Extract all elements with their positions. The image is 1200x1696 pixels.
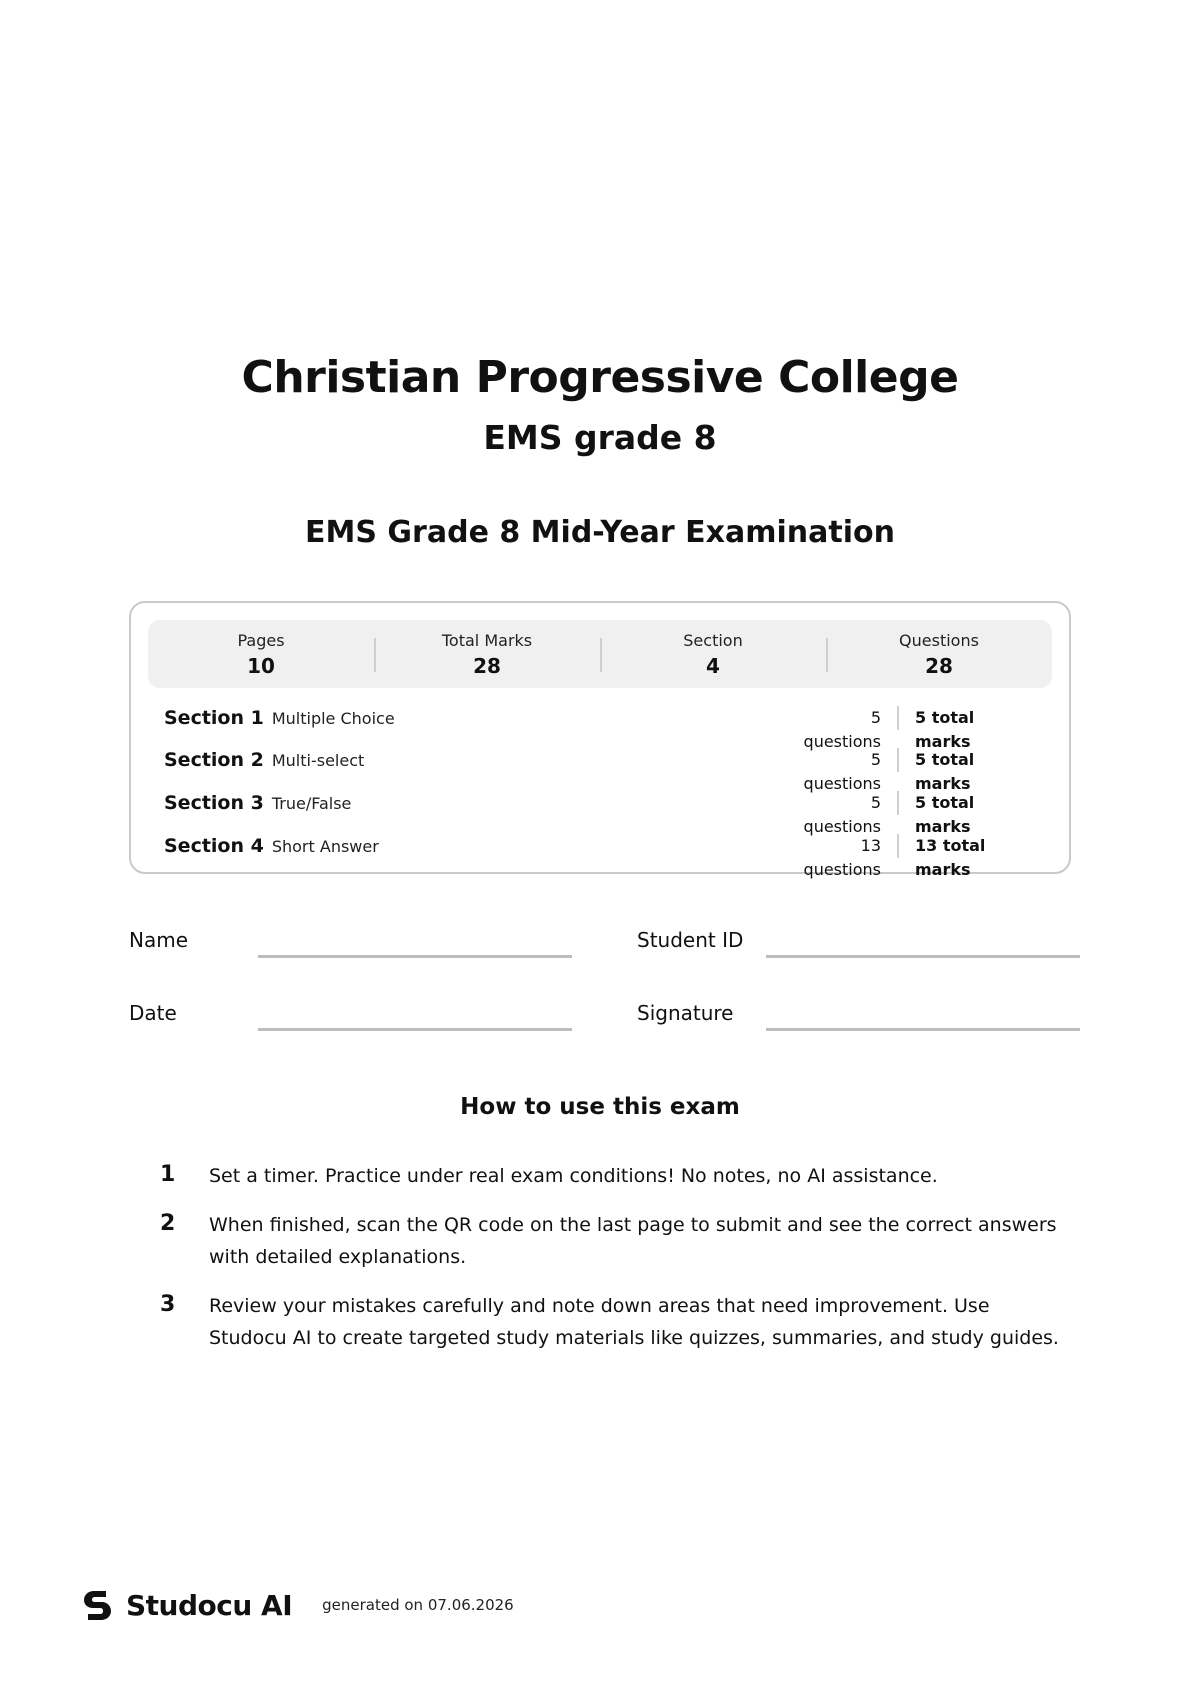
name-label: Name [129, 928, 189, 952]
footer [80, 1585, 514, 1625]
stat-total-marks [374, 620, 600, 688]
date-label: Date [129, 1001, 177, 1025]
howto-title: How to use this exam [460, 1094, 740, 1120]
section-row [164, 788, 1034, 836]
howto-step [160, 1209, 1060, 1273]
exam-title: EMS Grade 8 Mid-Year Examination [305, 515, 895, 550]
step-number: 3 [160, 1292, 176, 1317]
section-type: Multiple Choice [271, 708, 395, 728]
howto-step [160, 1160, 1060, 1192]
generated-date: generated on 07.06.2026 [322, 1596, 514, 1614]
section-type: True/False [271, 793, 352, 813]
section-type: Short Answer [271, 836, 379, 856]
section-marks: 5 total marks [915, 708, 975, 751]
stat-questions [826, 620, 1052, 688]
stat-value: 4 [706, 653, 720, 678]
school-name: Christian Progressive College [241, 352, 959, 403]
step-text: When finished, scan the QR code on the last page to submit and see the correct answers with detailed explanations. [209, 1214, 1057, 1268]
section-row [164, 831, 1034, 879]
section-row [164, 745, 1034, 793]
name-field[interactable] [258, 955, 572, 958]
stat-label: Pages [237, 630, 285, 650]
section-questions: 13 questions [799, 834, 899, 858]
stat-label: Questions [899, 630, 979, 650]
section-type: Multi-select [271, 750, 365, 770]
section-marks: 5 total marks [915, 750, 975, 793]
step-number: 1 [160, 1162, 176, 1187]
step-text: Review your mistakes carefully and note down areas that need improvement. Use Studocu AI to create targeted study materials like quizzes, summaries, and study guides. [209, 1295, 1059, 1349]
signature-field[interactable] [766, 1028, 1080, 1031]
stat-label: Section [683, 630, 743, 650]
section-marks: 5 total marks [915, 793, 975, 836]
stat-value: 10 [247, 653, 275, 678]
stat-value: 28 [473, 653, 501, 678]
section-name: Section 1 [164, 707, 264, 729]
exam-summary-box [129, 601, 1071, 879]
section-questions: 5 questions [799, 791, 899, 815]
stats-bar [148, 620, 1052, 688]
brand-name: Studocu AI [126, 1588, 293, 1622]
stat-pages [148, 620, 374, 688]
section-name: Section 4 [164, 835, 264, 857]
step-number: 2 [160, 1211, 176, 1236]
section-questions: 5 questions [799, 706, 899, 730]
step-text: Set a timer. Practice under real exam conditions! No notes, no AI assistance. [209, 1165, 938, 1187]
subject-title: EMS grade 8 [483, 418, 717, 457]
student-id-field[interactable] [766, 955, 1080, 958]
section-name: Section 3 [164, 792, 264, 814]
signature-label: Signature [637, 1001, 734, 1025]
date-field[interactable] [258, 1028, 572, 1031]
section-marks: 13 total marks [915, 836, 986, 879]
section-name: Section 2 [164, 749, 264, 771]
stat-value: 28 [925, 653, 953, 678]
stat-label: Total Marks [441, 630, 533, 650]
section-questions: 5 questions [799, 748, 899, 772]
section-row [164, 703, 1034, 751]
studocu-logo-icon [80, 1587, 116, 1623]
howto-step [160, 1290, 1060, 1354]
student-id-label: Student ID [637, 928, 744, 952]
stat-sections [600, 620, 826, 688]
